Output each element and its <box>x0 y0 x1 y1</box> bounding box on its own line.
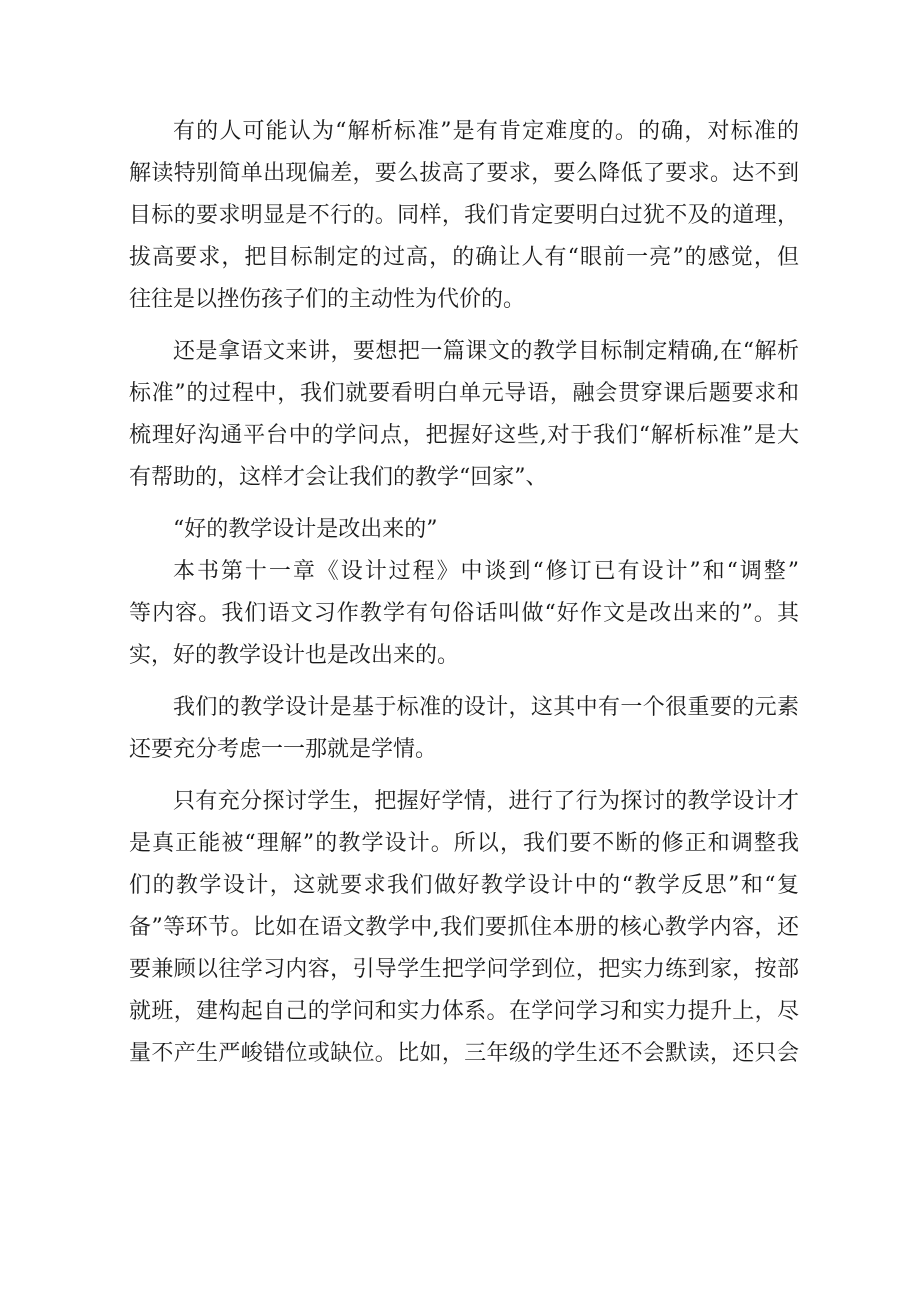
text-line: 们的教学设计，这就要求我们做好教学设计中的“教学反思”和“复 <box>129 873 799 898</box>
text-line: 解读特别简单出现偏差，要么拔高了要求，要么降低了要求。达不到 <box>129 161 799 186</box>
text-line: 梳理好沟通平台中的学问点，把握好这些,对于我们“解析标准”是大 <box>129 423 799 448</box>
paragraph-6 <box>129 781 799 1075</box>
paragraph-2 <box>129 331 799 499</box>
text-line: 等内容。我们语文习作教学有句俗话叫做“好作文是改出来的”。其 <box>129 601 799 626</box>
paragraph-4 <box>129 551 799 677</box>
text-line: 备”等环节。比如在语文教学中,我们要抓住本册的核心教学内容，还 <box>129 915 799 940</box>
paragraph-5 <box>129 687 799 771</box>
text-line: 只有充分探讨学生，把握好学情，进行了行为探讨的教学设计才 <box>173 789 799 814</box>
text-line: 还是拿语文来讲，要想把一篇课文的教学目标制定精确,在“解析 <box>173 339 799 364</box>
text-line: 目标的要求明显是不行的。同样，我们肯定要明白过犹不及的道理， <box>129 203 799 228</box>
text-line: 本书第十一章《设计过程》中谈到“修订已有设计”和“调整” <box>173 559 799 584</box>
section-subheading <box>129 509 799 551</box>
text-line: 往往是以挫伤孩子们的主动性为代价的。 <box>129 287 526 312</box>
text-line: 是真正能被“理解”的教学设计。所以，我们要不断的修正和调整我 <box>129 831 799 856</box>
text-line: “好的教学设计是改出来的” <box>173 517 438 542</box>
document-body <box>129 111 799 1075</box>
text-line: 标准”的过程中，我们就要看明白单元导语，融会贯穿课后题要求和 <box>129 381 799 406</box>
text-line: 我们的教学设计是基于标准的设计，这其中有一个很重要的元素 <box>173 695 799 720</box>
text-line: 有的人可能认为“解析标准”是有肯定难度的。的确，对标准的 <box>173 119 799 144</box>
text-line: 量不产生严峻错位或缺位。比如，三年级的学生还不会默读，还只会 <box>129 1041 799 1066</box>
text-line: 要兼顾以往学习内容，引导学生把学问学到位，把实力练到家，按部 <box>129 957 799 982</box>
paragraph-1 <box>129 111 799 321</box>
text-line: 还要充分考虑一一那就是学情。 <box>129 737 438 762</box>
text-line: 实，好的教学设计也是改出来的。 <box>129 643 460 668</box>
text-line: 拔高要求，把目标制定的过高，的确让人有“眼前一亮”的感觉，但 <box>129 245 799 270</box>
text-line: 有帮助的，这样才会让我们的教学“回家”、 <box>129 465 548 490</box>
text-line: 就班，建构起自己的学问和实力体系。在学问学习和实力提升上，尽 <box>129 999 799 1024</box>
